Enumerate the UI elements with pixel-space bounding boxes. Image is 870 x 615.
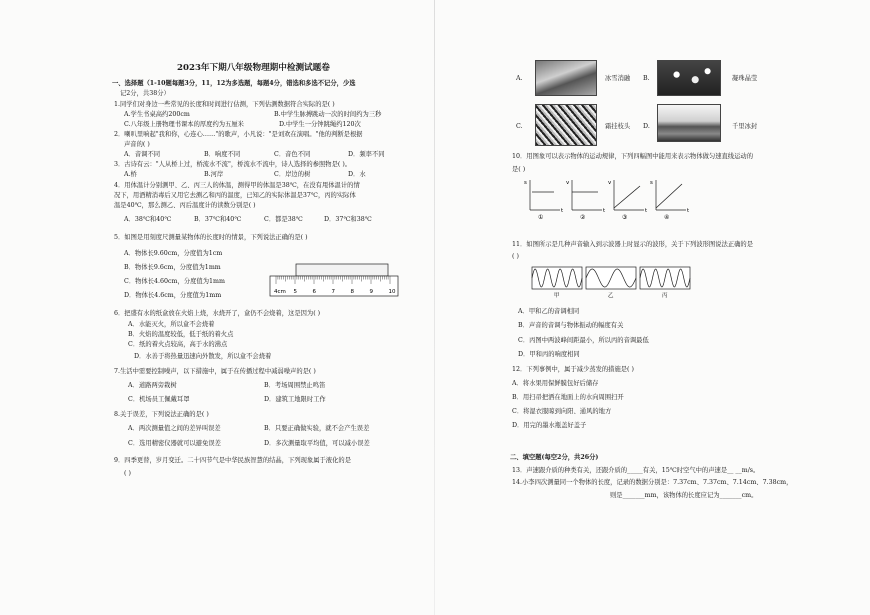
graph-number: ② — [580, 214, 586, 221]
graph-x-label: t — [603, 208, 606, 214]
q2-stem: 2．喇叭里响起"我和你，心连心……"的歌声，小凡说："是刘欢在演唱。"他的判断是根据 — [114, 131, 363, 138]
q5-option-d: D．物体长4.6cm，分度值为1mm — [124, 292, 222, 299]
ruler-tick-label: 5 — [293, 289, 297, 295]
graph-y-label: v — [566, 180, 570, 186]
q2-option-c: C．音色不同 — [274, 151, 311, 158]
q7-option-a: A．道路两旁栽树 — [128, 382, 177, 389]
section2-heading: 二、填空题(每空2分，共26分) — [510, 454, 599, 461]
q6-option-d: D．水善于将热量迅速向外散发，所以盒不会烧着 — [134, 353, 272, 360]
q6-stem: 6．把盛有水的纸盒放在火焰上烧，水烧开了，盒仍不会烧着，这是因为( ) — [114, 310, 321, 317]
q9-caption-d: 千里冰封 — [732, 123, 758, 130]
ruler-tick-label: 4cm — [274, 289, 286, 295]
q9-label-c: C. — [516, 123, 523, 130]
q4-line-3: 温是40℃，那么测乙、丙后温度计的读数分别是( ) — [114, 202, 256, 209]
q11-option-c: C．丙图中两波峰间距最小，所以丙的音调最低 — [518, 337, 649, 344]
q1-option-b: B.中学生脉搏跳动一次的时间约为三秒 — [274, 111, 382, 118]
q10-motion-graphs — [524, 178, 698, 221]
q8-stem: 8.关于误差，下列说法正确的是( ) — [114, 411, 209, 418]
q11-stem-2: ( ) — [512, 253, 519, 260]
q6-option-c: C．纸的着火点较高，高于水的沸点 — [128, 341, 228, 348]
q5-option-a: A．物体长9.60cm，分度值为1cm — [124, 250, 223, 257]
ruler-tick-label: 9 — [369, 289, 373, 295]
q4-option-d: D．37℃和38℃ — [324, 216, 372, 223]
q12-option-a: A．将水果用保鲜膜包好后储存 — [512, 380, 599, 387]
q14-line-1: 14.小李四次测量同一个物体的长度，记录的数据分别是：7.37cm、7.37cm、7.14cm、7.38cm， — [512, 479, 793, 486]
q7-option-d: D．建筑工地限时工作 — [264, 396, 326, 403]
q11-waveforms — [532, 265, 694, 301]
q1-option-c: C.八年级上册物理书课本的厚度约为五厘米 — [124, 121, 244, 128]
graph-x-label: t — [645, 208, 648, 214]
q1-option-a: A.学生书桌高约200cm — [124, 111, 190, 118]
q12-option-c: C．将湿衣服晾到向阳、通风的地方 — [512, 408, 612, 415]
q9-label-b: B. — [643, 75, 650, 82]
q3-option-b: B.河岸 — [204, 171, 224, 178]
ruler-figure — [270, 262, 402, 300]
q3-stem: 3．古诗有云："人从桥上过，桥流水不流"，桥流水不流中，诗人选择的参照物是( )。 — [114, 161, 352, 168]
q13-text: 13．声速跟介质的种类有关，还跟介质的_____有关，15℃时空气中的声速是__ __m/s。 — [512, 467, 760, 474]
graph-y-label: v — [608, 180, 612, 186]
measured-object — [296, 264, 388, 276]
graph-number: ① — [538, 214, 544, 221]
motion-graph — [566, 180, 606, 221]
q1-option-d: D.中学生一分钟跳绳约120次 — [279, 121, 361, 128]
q9-caption-b: 凝珠晶莹 — [732, 75, 758, 82]
q9-label-a: A. — [516, 75, 523, 82]
q11-stem: 11．如图所示是几种声音输入到示波器上时显示的波形，关于下列波形图说法正确的是 — [512, 241, 753, 248]
q4-option-c: C．都是38℃ — [264, 216, 303, 223]
graph-trend-line — [614, 186, 640, 208]
q9-stem: 9．四季更替，岁月变迁。二十四节气是中华民族智慧的结晶，下列现象属于液化的是 — [114, 457, 351, 464]
q12-stem: 12．下列事例中，属于减少蒸发的措施是( ) — [512, 366, 634, 373]
section1-heading: 一、选择题（1-10题每题3分，11，12为多选题，每题4分，错选和多选不记分，少选 — [112, 80, 356, 87]
q7-option-b: B．考场周围禁止鸣笛 — [264, 382, 326, 389]
q9-label-d: D. — [643, 123, 650, 130]
ruler-tick-label: 10 — [388, 289, 396, 295]
q2-option-d: D．频率不同 — [348, 151, 385, 158]
waveform-label: 丙 — [662, 293, 668, 299]
graph-y-label: s — [524, 180, 527, 186]
q4-option-a: A．38℃和40℃ — [124, 216, 172, 223]
q9-caption-a: 冰雪消融 — [605, 75, 631, 82]
ruler-tick-label: 6 — [312, 289, 316, 295]
q11-option-d: D．甲和丙的响度相同 — [518, 351, 580, 358]
q11-option-b: B．声音的音调与物体振动的幅度有关 — [518, 322, 624, 329]
motion-graph — [608, 180, 648, 221]
q3-option-a: A.桥 — [124, 171, 137, 178]
q5-stem: 5．如图是用刻度尺测量某物体的长度时的情景，下列说法正确的是( ) — [114, 234, 308, 241]
q5-option-b: B．物体长9.6cm，分度值为1mm — [124, 264, 221, 271]
q4-line-2: 况下，用酒精消毒后又用它去测乙和丙的温度，已知乙的实际体温是37℃，丙的实际体 — [114, 192, 356, 199]
ruler-tick-label: 7 — [331, 289, 335, 295]
q2-stem-2: 声音的( ) — [124, 141, 150, 148]
graph-y-label: s — [650, 180, 653, 186]
q8-option-b: B．只要正确做实验，就不会产生误差 — [264, 425, 370, 432]
graph-x-label: t — [561, 208, 564, 214]
q9-image-snow-melting — [535, 60, 597, 96]
q2-option-a: A．音调不同 — [124, 151, 161, 158]
q9-image-dew — [657, 60, 721, 96]
q1-stem: 1.同学们对身边一些常见的长度和时间进行估测，下列估测数据符合实际的是( ) — [114, 101, 335, 108]
q12-option-d: D．用完的墨水瓶盖好盖子 — [512, 422, 587, 429]
q8-option-c: C．选用精密仪器就可以避免误差 — [128, 440, 221, 447]
q9-image-frost — [535, 104, 597, 146]
graph-number: ④ — [664, 214, 670, 221]
q2-option-b: B．响度不同 — [204, 151, 241, 158]
q9-stem-2: ( ) — [124, 470, 131, 477]
q7-option-c: C．机场员工佩戴耳罩 — [128, 396, 190, 403]
page-fold — [434, 0, 435, 615]
section1-heading-2: 记2分，共38分） — [120, 90, 170, 97]
waveform-label: 乙 — [608, 293, 614, 299]
q14-line-2: 则是_______mm，该物体的长度应记为_______cm。 — [610, 492, 758, 499]
q3-option-c: C．岸边的树 — [274, 171, 311, 178]
q6-option-a: A．水能灭火，所以盒不会烧着 — [128, 321, 215, 328]
waveform-label: 甲 — [554, 293, 560, 299]
motion-graph — [650, 180, 690, 221]
q5-option-c: C．物体长4.60cm，分度值为1mm — [124, 278, 225, 285]
q4-option-b: B．37℃和40℃ — [194, 216, 242, 223]
q7-stem: 7.生活中需要控制噪声，以下措施中，属于在传播过程中减弱噪声的是( ) — [114, 368, 316, 375]
q9-image-frozen — [657, 104, 721, 142]
motion-graph — [524, 180, 564, 221]
q10-stem-2: 是( ) — [512, 166, 526, 173]
q8-option-d: D．多次测量取平均值，可以减小误差 — [264, 440, 370, 447]
q6-option-b: B．火焰的温度较低，低于纸的着火点 — [128, 331, 234, 338]
q12-option-b: B．用扫帚把洒在地面上的水向周围扫开 — [512, 394, 624, 401]
q11-option-a: A．甲和乙的音调相同 — [518, 308, 580, 315]
q9-caption-c: 霜挂枝头 — [605, 123, 631, 130]
graph-x-label: t — [687, 208, 690, 214]
graph-number: ③ — [622, 214, 628, 221]
q8-option-a: A．两次测量值之间的差异叫误差 — [128, 425, 221, 432]
graph-trend-line — [656, 184, 682, 208]
exam-title: 2023年下期八年级物理期中检测试题卷 — [177, 63, 330, 73]
q10-stem: 10．用图象可以表示物体的运动规律，下列四幅图中能用来表示物体做匀速直线运动的 — [512, 153, 753, 160]
ruler-tick-label: 8 — [350, 289, 354, 295]
q4-line-1: 4．用体温计分别测甲、乙、丙三人的体温，测得甲的体温是38℃，在没有甩体温计的情 — [114, 182, 360, 189]
q3-option-d: D．水 — [348, 171, 366, 178]
